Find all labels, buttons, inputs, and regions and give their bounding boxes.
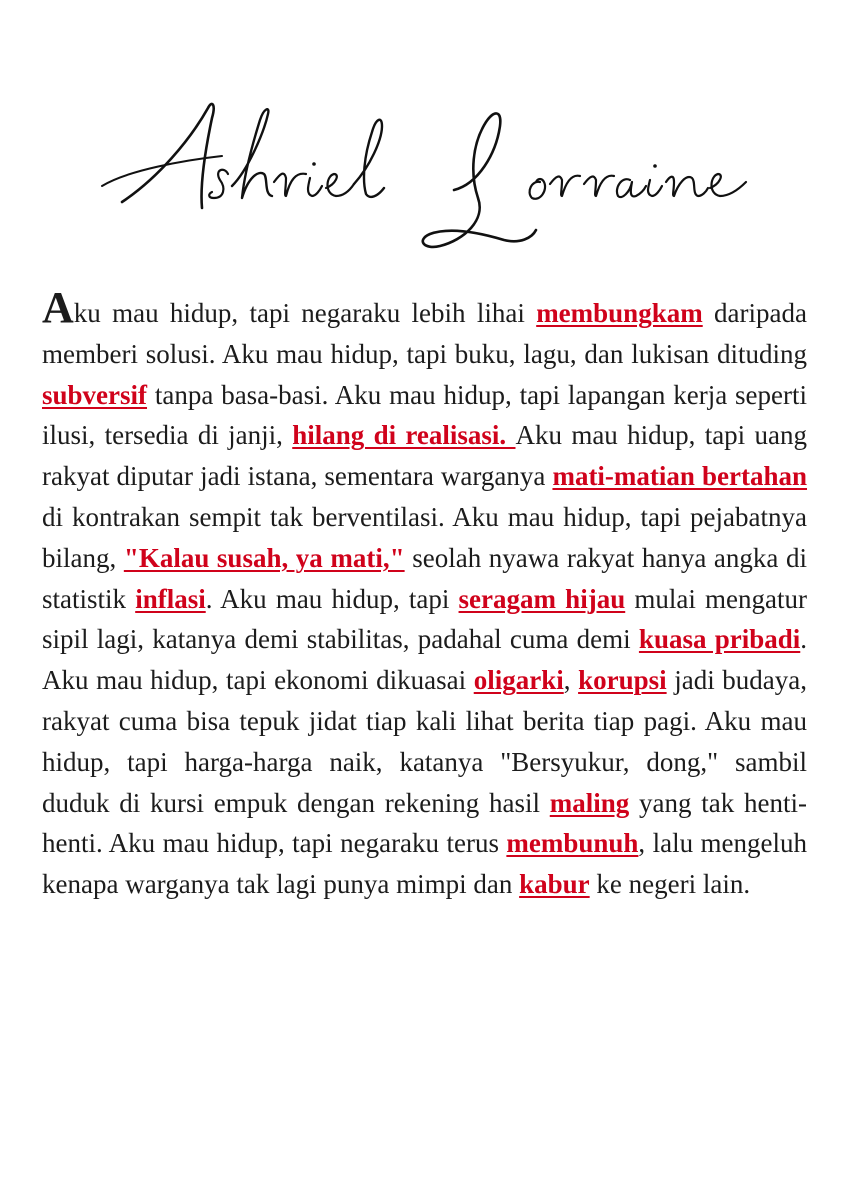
text-segment: tanpa basa-basi. Aku mau hidup, tapi lapangan kerja seperti ilusi, tersedia di janji,: [42, 379, 807, 451]
highlighted-phrase: hilang di realisasi.: [292, 420, 516, 451]
highlighted-phrase: "Kalau susah, ya mati,": [123, 542, 405, 573]
text-segment: yang tak henti-henti. Aku mau hidup, tapi negaraku terus: [42, 787, 807, 859]
text-segment: ,: [563, 665, 579, 696]
signature-title: [100, 70, 750, 260]
highlighted-phrase: mati-matian bertahan: [552, 461, 808, 492]
highlighted-phrase: korupsi: [578, 665, 667, 696]
highlighted-phrase: kuasa pribadi: [638, 624, 801, 655]
text-segment: seolah nyawa rakyat hanya angka di statistik: [42, 542, 807, 614]
text-segment: , lalu mengeluh kenapa warganya tak lagi punya mimpi dan: [42, 828, 807, 900]
text-segment: . Aku mau hidup, tapi: [205, 583, 459, 614]
highlighted-phrase: inflasi: [135, 583, 206, 614]
text-segment: jadi budaya, rakyat cuma bisa tepuk jidat tiap kali lihat berita tiap pagi. Aku mau hidup, tapi harga-harga naik, katanya "Bersyukur, dong," sambil duduk di kursi empuk dengan rekening hasil: [42, 665, 808, 818]
poem-paragraph: [42, 283, 808, 905]
signature-logo-icon: [100, 70, 750, 260]
highlighted-phrase: subversif: [42, 379, 148, 410]
highlighted-phrase: seragam hijau: [458, 583, 626, 614]
text-segment: di kontrakan sempit tak berventilasi. Aku mau hidup, tapi pejabatnya bilang,: [42, 501, 807, 573]
highlighted-phrase: maling: [549, 787, 630, 818]
highlighted-phrase: membungkam: [536, 298, 703, 328]
text-segment: ku mau hidup, tapi negaraku lebih lihai: [73, 298, 537, 328]
text-segment: mulai mengatur sipil lagi, katanya demi stabilitas, padahal cuma demi: [42, 583, 808, 655]
text-segment: Aku mau hidup, tapi uang rakyat diputar jadi istana, sementara warganya: [42, 420, 807, 492]
highlighted-phrase: membunuh: [506, 828, 639, 859]
text-segment: daripada memberi solusi. Aku mau hidup, tapi buku, lagu, dan lukisan dituding: [42, 298, 807, 369]
highlighted-phrase: kabur: [519, 869, 590, 900]
text-segment: . Aku mau hidup, tapi ekonomi dikuasai: [42, 624, 808, 696]
drop-cap-letter: A: [42, 283, 74, 332]
text-segment: ke negeri lain.: [589, 869, 751, 900]
highlighted-phrase: oligarki: [473, 665, 564, 696]
